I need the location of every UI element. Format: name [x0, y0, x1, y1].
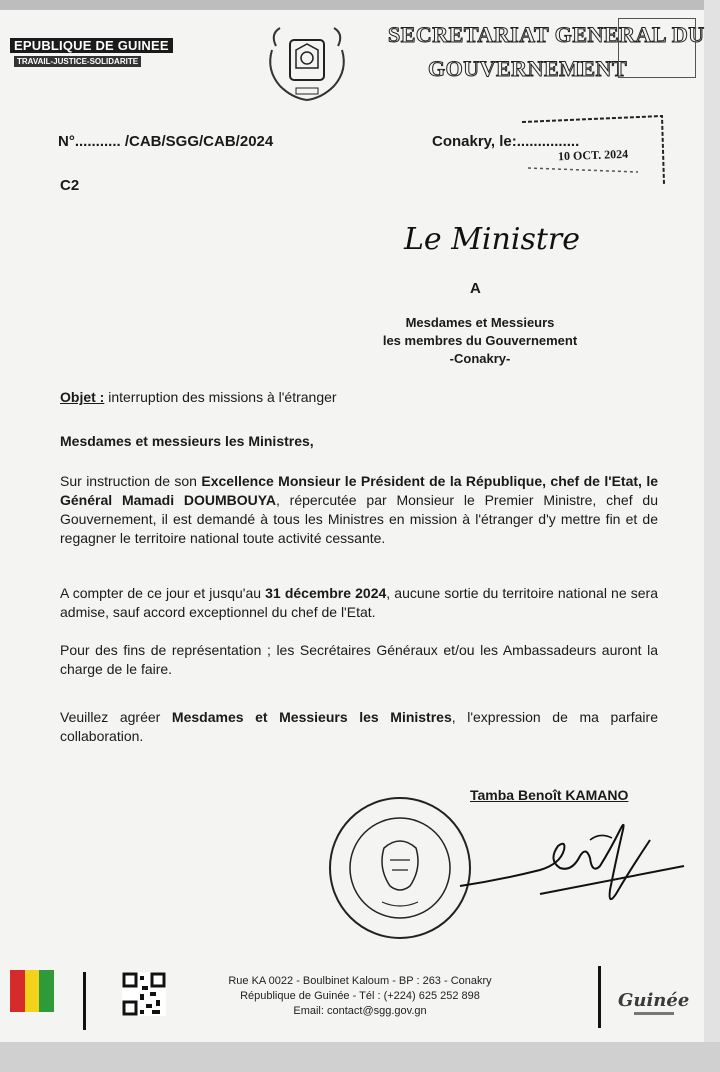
qr-code-icon	[122, 972, 166, 1016]
text-run-bold: Excellence Monsieur le Président de la République, chef de l'Etat, le Général Mamadi DOUMBOUYA	[60, 473, 659, 508]
deadline-date: 31 décembre 2024	[265, 585, 387, 601]
place-date: Conakry, le:...............	[432, 133, 580, 150]
footer-divider	[598, 966, 601, 1028]
paragraph-representation: Pour des fins de représentation ; les Secrétaires Généraux et/ou les Ambassadeurs auront la charge de le faire.	[60, 642, 658, 677]
footer-email: Email: contact@sgg.gov.gn	[293, 1005, 427, 1017]
text-run: , répercutée par Monsieur le Premier Ministre, chef du Gouvernement, il est demandé à tous les Ministres en mission à l'étranger d'y mettre fin et de regagner le territoire national toute activité cessante.	[60, 492, 658, 546]
recipient-line: Mesdames et Messieurs	[405, 315, 555, 330]
document-code: C2	[60, 177, 80, 194]
sgg-title-line1: SECRETARIAT GENERAL DU	[388, 22, 705, 47]
to-marker: A	[470, 280, 481, 297]
text-run-bold: Mesdames et Messieurs les Ministres	[171, 709, 452, 725]
subject-line	[60, 389, 337, 405]
top-edge	[0, 0, 720, 10]
subject-label: Objet :	[60, 389, 105, 405]
corner-box	[618, 18, 696, 78]
paragraph-closing	[60, 708, 658, 746]
footer-address: Rue KA 0022 - Boulbinet Kaloum - BP : 263 - Conakry	[228, 975, 492, 987]
national-emblem-icon	[262, 20, 352, 104]
recipient-line: les membres du Gouvernement	[382, 333, 578, 348]
guinea-flag-icon	[10, 970, 54, 1012]
text-run: Sur instruction de son	[60, 473, 202, 489]
bottom-edge	[0, 1042, 720, 1072]
signatory-name: Tamba Benoît KAMANO	[470, 787, 629, 803]
guinee-logo: Guinée	[618, 990, 690, 1011]
republic-name: EPUBLIQUE DE GUINEE	[10, 38, 173, 53]
sender-title: Le Ministre	[404, 222, 580, 257]
footer-divider	[83, 972, 86, 1030]
text-run: , aucune sortie du territoire national ne sera admise, sauf accord exceptionnel du chef de l'Etat.	[60, 585, 658, 620]
paragraph-instruction	[60, 472, 658, 548]
guinee-logo-underline	[634, 1012, 674, 1015]
reference-number: N°........... /CAB/SGG/CAB/2024	[58, 133, 274, 150]
text-run: A compter de ce jour et jusqu'au	[60, 585, 266, 601]
subject-text: interruption des missions à l'étranger	[104, 389, 337, 405]
right-edge	[704, 0, 720, 1072]
republic-motto: TRAVAIL-JUSTICE-SOLIDARITE	[14, 56, 141, 67]
text-run: Veuillez agréer	[60, 709, 172, 725]
recipient-block	[352, 314, 608, 368]
stamp-date: 10 OCT. 2024	[557, 146, 629, 164]
sgg-title-line2: GOUVERNEMENT	[428, 56, 628, 81]
recipient-city: -Conakry-	[449, 351, 511, 366]
handwritten-signature	[440, 810, 690, 920]
paragraph-deadline	[60, 584, 658, 622]
footer-contact	[180, 974, 540, 1019]
text-run: , l'expression de ma parfaire collaboration.	[60, 709, 658, 744]
salutation: Mesdames et messieurs les Ministres,	[60, 433, 314, 449]
footer-phone: République de Guinée - Tél : (+224) 625 252 898	[240, 990, 480, 1002]
